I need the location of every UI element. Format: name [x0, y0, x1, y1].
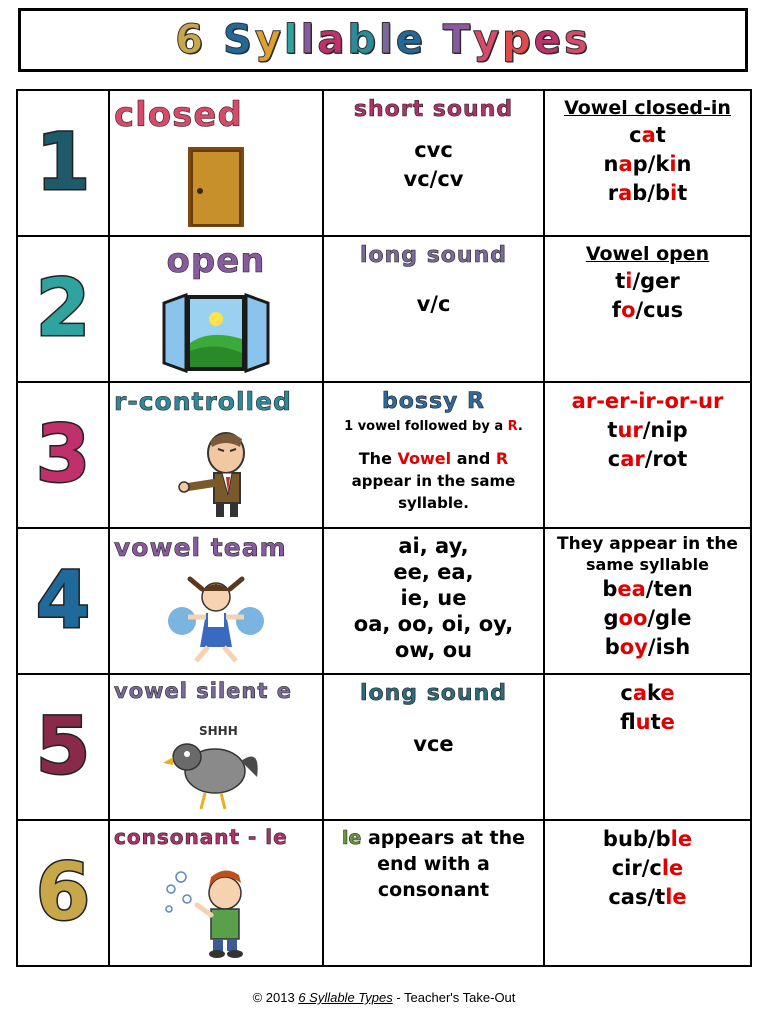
row-number-cell — [17, 820, 109, 966]
title-letter: e — [395, 17, 426, 63]
example-word: tur/nip — [607, 418, 688, 442]
row-number: 4 — [35, 556, 91, 646]
sound-label: long sound — [359, 243, 507, 268]
title-letter: a — [317, 17, 348, 63]
title-letter: 6 — [175, 17, 207, 63]
examples-heading: ar-er-ir-or-ur — [571, 389, 724, 413]
type-label: vowel silent e — [114, 679, 292, 703]
type-label: closed — [114, 95, 243, 135]
type-label: vowel team — [114, 533, 287, 562]
rule-text: The Vowel and R — [358, 449, 509, 468]
rule-text: appear in the same — [351, 472, 516, 490]
examples-heading: Vowel closed-in — [564, 97, 731, 119]
example-word: boy/ish — [604, 635, 691, 659]
sound-label: short sound — [353, 97, 514, 122]
row-number-cell — [17, 236, 109, 382]
examples-heading: They appear in the — [557, 534, 738, 554]
row-number: 3 — [35, 410, 91, 500]
row-number-cell — [17, 90, 109, 236]
title-letter — [426, 17, 443, 63]
row-number-cell — [17, 674, 109, 820]
title-letter: s — [563, 17, 591, 63]
rule-text: consonant — [377, 879, 490, 901]
title-letter — [206, 17, 223, 63]
examples-cell — [544, 528, 751, 674]
example-word: cas/tle — [608, 885, 687, 909]
title-letter: S — [223, 17, 255, 63]
title-letter: l — [283, 17, 301, 63]
examples-cell — [544, 90, 751, 236]
row-number-cell — [17, 382, 109, 528]
table-row — [17, 382, 751, 528]
title-letter: T — [442, 17, 474, 63]
title-letter: l — [378, 17, 396, 63]
example-word: cake — [620, 681, 675, 705]
example-word: nap/kin — [603, 152, 692, 176]
table-row — [17, 236, 751, 382]
rule-text: 1 vowel followed by a R. — [344, 419, 523, 434]
window-icon — [110, 291, 322, 375]
pattern-text: ow, ou — [394, 638, 473, 662]
row-number: 5 — [35, 702, 91, 792]
examples-heading: same syllable — [586, 555, 709, 574]
example-word: flute — [620, 710, 675, 734]
pattern-text: v/c — [416, 292, 451, 316]
pattern-text: ie, ue — [400, 586, 467, 610]
table-row — [17, 820, 751, 966]
title-letter: y — [254, 17, 284, 63]
pattern-text: ai, ay, — [398, 534, 469, 558]
row-number: 6 — [35, 848, 91, 938]
type-cell — [109, 674, 323, 820]
example-word: car/rot — [607, 447, 688, 471]
footer-copyright: © 2013 6 Syllable Types - Teacher's Take-Out — [252, 990, 516, 1005]
example-word: fo/cus — [611, 298, 684, 322]
example-word: cir/cle — [611, 856, 684, 880]
example-word: cat — [629, 123, 666, 147]
example-word: rab/bit — [607, 181, 688, 205]
type-label: consonant - le — [114, 825, 288, 849]
pattern-text: oa, oo, oi, oy, — [353, 612, 514, 636]
sound-cell — [323, 382, 544, 528]
title-letter: p — [502, 17, 534, 63]
examples-cell — [544, 674, 751, 820]
sound-cell — [323, 236, 544, 382]
table-row — [17, 90, 751, 236]
example-word: bub/ble — [602, 827, 693, 851]
row-number: 2 — [35, 264, 91, 354]
type-cell — [109, 90, 323, 236]
sound-label: bossy R — [382, 389, 485, 414]
syllable-table — [16, 89, 752, 967]
title-letter: e — [533, 17, 564, 63]
page-title — [175, 17, 591, 63]
sound-cell — [323, 674, 544, 820]
title-letter: b — [347, 17, 379, 63]
table-row — [17, 674, 751, 820]
example-word: ti/ger — [615, 269, 680, 293]
sound-cell — [323, 820, 544, 966]
row-number-cell — [17, 528, 109, 674]
bubble-boy-icon — [110, 859, 322, 959]
title-letter: y — [473, 17, 503, 63]
type-cell — [109, 382, 323, 528]
door-icon — [110, 145, 322, 229]
type-cell — [109, 528, 323, 674]
examples-cell — [544, 236, 751, 382]
pattern-text: vce — [413, 732, 454, 756]
rule-text: syllable. — [398, 494, 469, 512]
rule-text: end with a — [377, 853, 490, 875]
type-label: r-controlled — [114, 387, 292, 416]
pattern-text: ee, ea, — [393, 560, 474, 584]
type-cell — [109, 820, 323, 966]
example-word: bea/ten — [602, 577, 693, 601]
type-cell — [109, 236, 323, 382]
pattern-text: vc/cv — [403, 167, 464, 191]
row-number: 1 — [35, 118, 91, 208]
sound-cell — [323, 528, 544, 674]
rule-text: le appears at the — [341, 827, 526, 849]
sound-label: long sound — [359, 681, 507, 706]
pattern-text: cvc — [414, 138, 453, 162]
svg-text:SHHH: SHHH — [199, 724, 238, 738]
table-row — [17, 528, 751, 674]
silent-bird-icon — [110, 717, 322, 813]
examples-cell — [544, 382, 751, 528]
cheerleader-icon — [110, 571, 322, 667]
examples-cell — [544, 820, 751, 966]
examples-heading: Vowel open — [585, 243, 710, 265]
title-box — [18, 8, 748, 72]
example-word: goo/gle — [603, 606, 692, 630]
sound-cell — [323, 90, 544, 236]
bossy-man-icon — [110, 425, 322, 521]
title-letter: l — [300, 17, 318, 63]
type-label: open — [166, 241, 266, 281]
